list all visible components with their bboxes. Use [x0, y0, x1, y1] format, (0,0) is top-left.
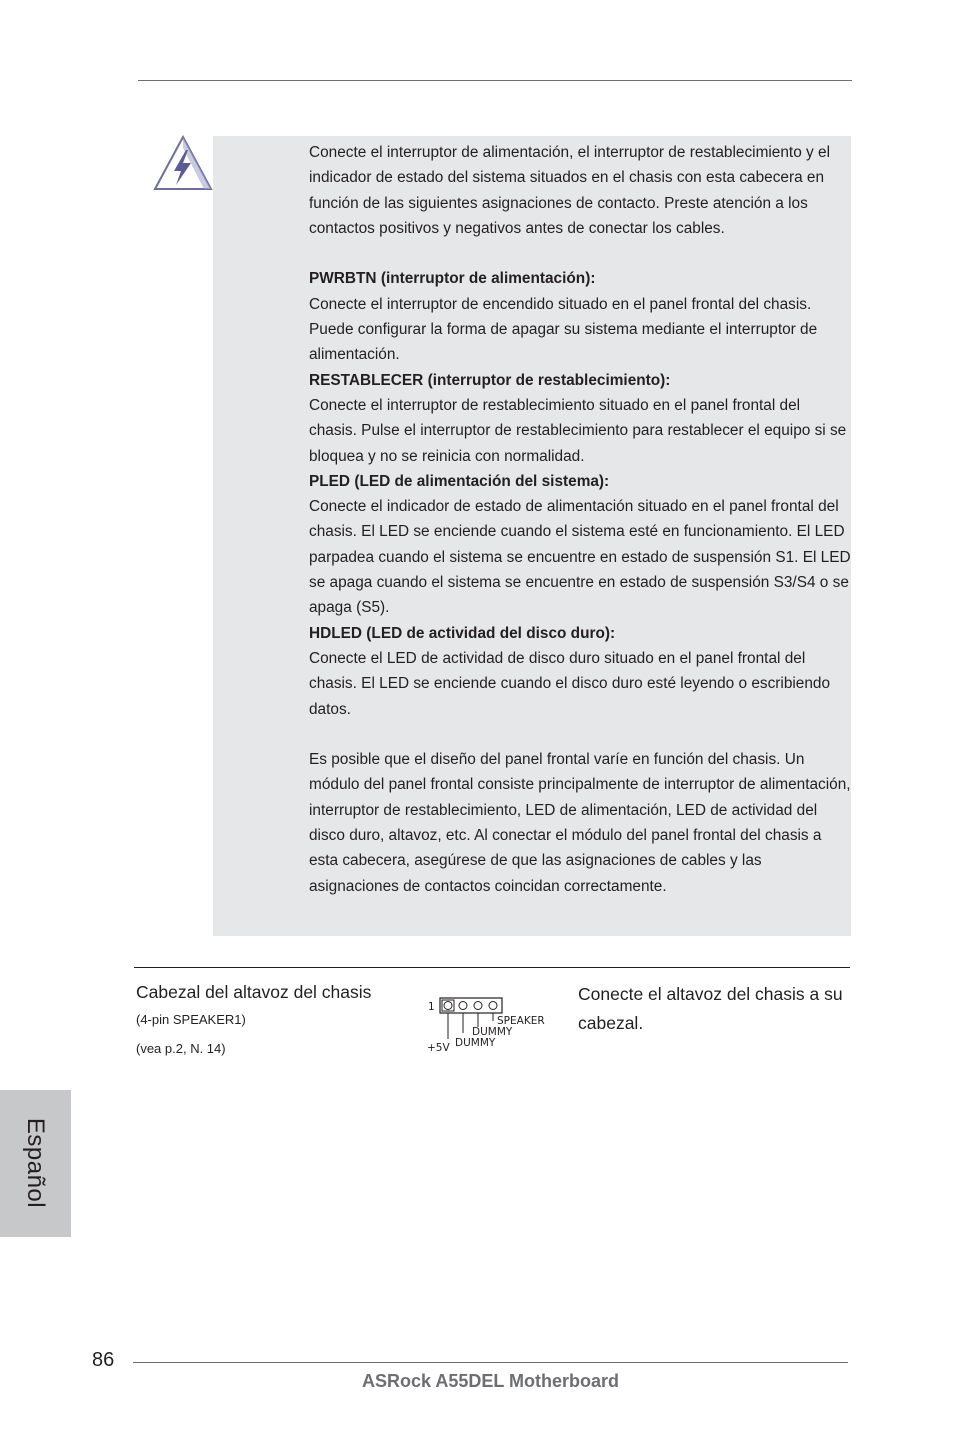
footer-rule [133, 1362, 848, 1363]
footer-product: ASRock A55DEL Motherboard [362, 1371, 620, 1391]
pled-text: Conecte el indicador de estado de alimentación situado en el panel frontal del chasis. El LED se enciende cuando el sistema esté en funcionamiento. El LED parpadea cuando el sistema se encuentre en estado de suspensión S1. El LED se apaga cuando el sistema se encuentre en estado de suspensión S3/S4 o se apaga (S5). [309, 498, 851, 617]
speaker-pin-info: (4-pin SPEAKER1) [136, 1012, 246, 1027]
dummy-pin-label-2: DUMMY [455, 1037, 496, 1049]
speaker-reference: (vea p.2, N. 14) [136, 1041, 226, 1056]
warning-lightning-icon [152, 134, 214, 192]
speaker-pin-label: SPEAKER [497, 1015, 545, 1027]
dummy-pin-label-1: DUMMY [472, 1026, 513, 1038]
pwrbtn-text: Conecte el interruptor de encendido situado en el panel frontal del chasis. Puede configurar la forma de apagar su sistema mediante el interruptor de alimentación. [309, 295, 818, 364]
reset-heading: RESTABLECER (interruptor de restablecimiento): [309, 371, 671, 389]
section-rule [134, 967, 850, 968]
top-rule [138, 80, 852, 81]
speaker-description: Conecte el altavoz del chasis a su cabezal. [578, 984, 843, 1033]
pled-heading: PLED (LED de alimentación del sistema): [309, 472, 610, 490]
speaker-title: Cabezal del altavoz del chasis [136, 982, 372, 1002]
hdled-text: Conecte el LED de actividad de disco duro situado en el panel frontal del chasis. El LED se enciende cuando el disco duro esté leyendo o escribiendo datos. [309, 649, 831, 718]
pwrbtn-heading: PWRBTN (interruptor de alimentación): [309, 270, 596, 288]
plus5v-pin-label: +5V [427, 1042, 450, 1054]
page-number: 86 [92, 1349, 115, 1371]
reset-text: Conecte el interruptor de restablecimiento situado en el panel frontal del chasis. Pulse el interruptor de restablecimiento para restablecer el equipo si se bloquea y no se reinicia con normalidad. [309, 396, 847, 465]
language-tab-label: Español [22, 1117, 49, 1209]
notice-text [309, 140, 851, 899]
pin1-label: 1 [428, 1001, 435, 1013]
notice-intro: Conecte el interruptor de alimentación, el interruptor de restablecimiento y el indicador de estado del sistema situados en el chasis con esta cabecera en función de las siguientes asignaciones de contacto. Preste atención a los contactos positivos y negativos antes de conectar los cables. [309, 144, 830, 237]
speaker-header-diagram [424, 994, 554, 1054]
notice-closing: Es posible que el diseño del panel frontal varíe en función del chasis. Un módulo del panel frontal consiste principalmente de interruptor de alimentación, interruptor de restablecimiento, LED de alimentación, LED de actividad del disco duro, altavoz, etc. Al conectar el módulo del panel frontal del chasis a esta cabecera, asegúrese de que las asignaciones de cables y las asignaciones de contactos coincidan correctamente. [309, 751, 851, 895]
hdled-heading: HDLED (LED de actividad del disco duro): [309, 624, 616, 642]
language-tab [0, 1090, 71, 1237]
